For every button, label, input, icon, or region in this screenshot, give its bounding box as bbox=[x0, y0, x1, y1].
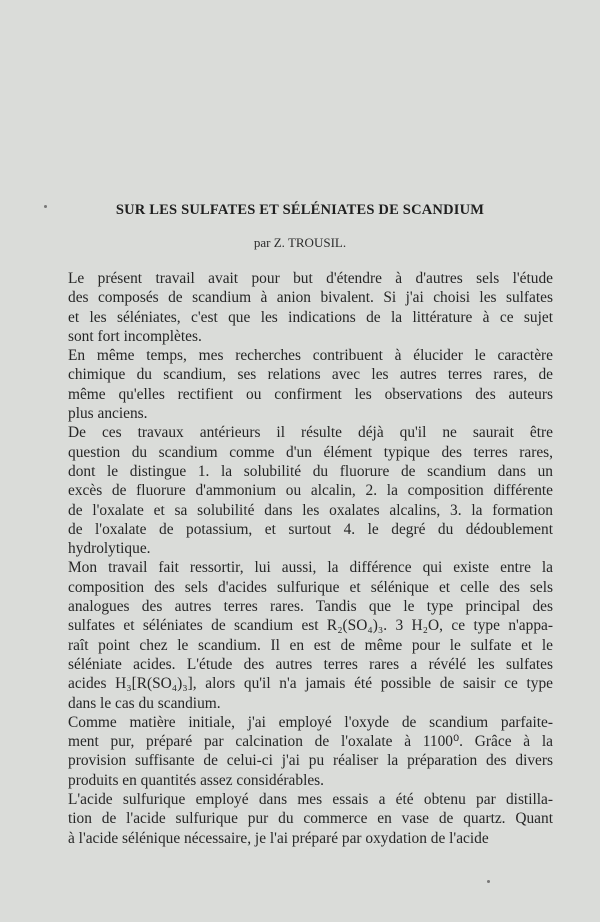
text-line: à l'acide sélénique nécessaire, je l'ai préparé par oxydation de l'acide bbox=[68, 829, 489, 847]
text-line: analogues des autres terres rares. Tandis que le type principal des bbox=[68, 598, 553, 616]
text-line: des composés de scandium à anion bivalent. Si j'ai choisi les sulfates bbox=[68, 289, 553, 307]
text-line: tion de l'acide sulfurique pur du commerce en vase de quartz. Quant bbox=[68, 810, 553, 828]
text-line: raît point chez le scandium. Il en est de même pour le sulfate et le bbox=[68, 636, 553, 654]
paragraph bbox=[48, 346, 553, 423]
page-speck bbox=[487, 880, 490, 883]
paragraph bbox=[48, 558, 553, 712]
text-line: excès de fluorure d'ammonium ou alcalin, 2. la composition différente bbox=[68, 482, 553, 500]
text-line: hydrolytique. bbox=[68, 540, 151, 558]
article-title: SUR LES SULFATES ET SÉLÉNIATES DE SCANDIUM bbox=[115, 202, 485, 218]
paragraph bbox=[48, 790, 553, 848]
paragraph bbox=[48, 269, 553, 346]
text-line: De ces travaux antérieurs il résulte déjà qu'il ne saurait être bbox=[68, 424, 553, 442]
paragraph bbox=[48, 423, 553, 558]
article-body bbox=[48, 269, 553, 848]
text-line: plus anciens. bbox=[68, 405, 148, 423]
text-line: ment pur, préparé par calcination de l'oxalate à 1100⁰. Grâce à la bbox=[68, 733, 553, 751]
text-line: chimique du scandium, ses relations avec les autres terres rares, de bbox=[68, 366, 553, 384]
text-line: Le présent travail avait pour but d'étendre à d'autres sels l'étude bbox=[68, 270, 553, 287]
text-line: de l'oxalate de potassium, et surtout 4. le degré du dédoublement bbox=[68, 520, 553, 538]
text-line: produits en quantités assez considérables. bbox=[68, 771, 325, 789]
text-line: séléniate acides. L'étude des autres terres rares a révélé les sulfates bbox=[68, 655, 553, 673]
text-line: Mon travail fait ressortir, lui aussi, la différence qui existe entre la bbox=[68, 559, 553, 577]
text-line: dont le distingue 1. la solubilité du fluorure de scandium dans un bbox=[68, 462, 553, 480]
text-line: sulfates et séléniates de scandium est R₂(SO₄)₃. 3 H₂O, ce type n'appa- bbox=[68, 617, 553, 635]
text-line: et les séléniates, c'est que les indications de la littérature à ce sujet bbox=[68, 308, 553, 326]
text-line: de l'oxalate et sa solubilité dans les oxalates alcalins, 3. la formation bbox=[68, 501, 553, 519]
text-line: Comme matière initiale, j'ai employé l'oxyde de scandium parfaite- bbox=[68, 713, 553, 731]
text-line: En même temps, mes recherches contribuent à élucider le caractère bbox=[68, 347, 553, 365]
paragraph bbox=[48, 713, 553, 790]
text-line: sont fort incomplètes. bbox=[68, 327, 202, 345]
text-line: provision suffisante de celui-ci j'ai pu réaliser la préparation des divers bbox=[68, 752, 553, 770]
text-line: composition des sels d'acides sulfurique et sélénique et celle des sels bbox=[68, 578, 553, 596]
text-line: L'acide sulfurique employé dans mes essais a été obtenu par distilla- bbox=[68, 791, 553, 809]
text-line: question du scandium comme d'un élément typique des terres rares, bbox=[68, 443, 553, 461]
text-line: acides H₃[R(SO₄)₃], alors qu'il n'a jamais été possible de saisir ce type bbox=[68, 675, 553, 693]
text-line: dans le cas du scandium. bbox=[68, 694, 221, 712]
text-line: même qu'elles rectifient ou confirment les observations des auteurs bbox=[68, 385, 553, 403]
author-byline: par Z. TROUSIL. bbox=[253, 235, 347, 250]
page-speck bbox=[44, 205, 47, 208]
